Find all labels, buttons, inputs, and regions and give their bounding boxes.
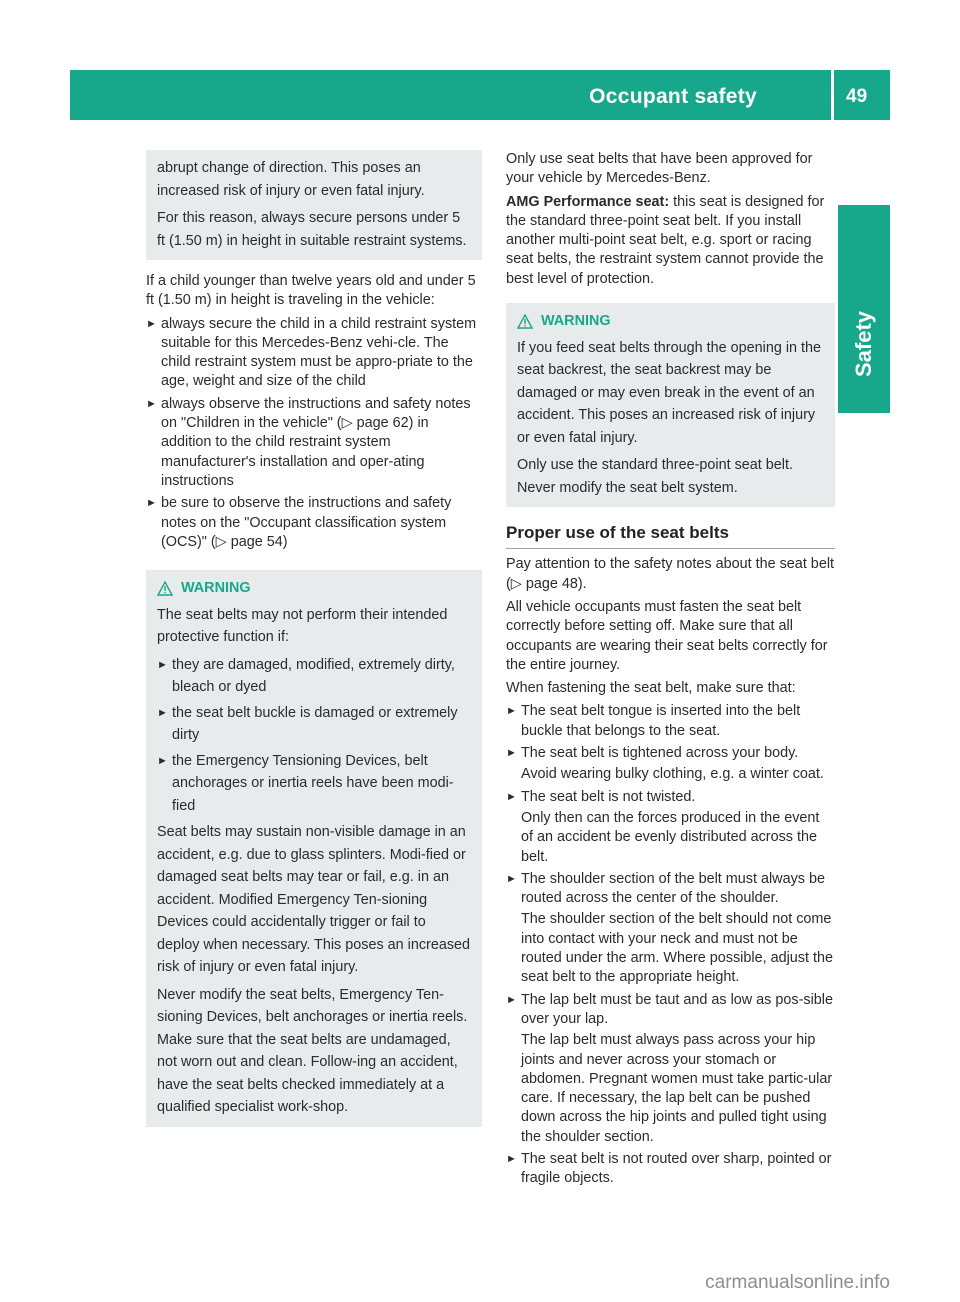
warning-list [157,654,471,818]
list-item: ► be sure to observe the instructions and safety notes on the "Occupant classification system (OCS)" (▷ page 54) [146,495,452,550]
body-paragraph: Only use seat belts that have been approved for your vehicle by Mercedes-Benz. [506,151,813,187]
body-paragraph: When fastening the seat belt, make sure that: [506,680,796,697]
warning-triangle-icon [517,314,533,329]
bullet-icon: ► [506,705,517,718]
section-heading: Proper use of the seat belts [506,523,835,549]
section-tab-label: Safety [851,310,876,377]
body-paragraph: Pay attention to the safety notes about the seat belt (▷ page 48). [506,556,835,592]
warning-text: Never modify the seat belts, Emergency Ten-sioning Devices, belt anchorages or inertia reels. Make sure that the seat belts are undamaged, not worn out and clean. Follow-ing an accident, have the seat belts checked immediately at a qualified specialist work-shop. [157,986,468,1116]
intro-paragraph: If a child younger than twelve years old and under 5 ft (1.50 m) in height is traveling in the vehicle: [146,273,476,309]
page-title: Occupant safety [589,85,757,108]
warning-title: WARNING [181,580,251,597]
warning-text: Only use the standard three-point seat belt. Never modify the seat belt system. [517,457,793,496]
amg-text: this seat is designed for the standard three-point seat belt. If you install another multi-point seat belt, e.g. sport or racing seat belts, the restraint system cannot provide the best level of protection. [506,193,825,287]
list-item: ► The shoulder section of the belt must always be routed across the center of the shoulder. The shoulder section of the belt should not come into contact with your neck and must not be routed under the arm. Where possible, adjust the seat belt to the appropriate height. [506,870,835,988]
child-safety-list [146,315,482,553]
bullet-icon: ► [506,747,517,760]
list-item: ► they are damaged, modified, extremely dirty, bleach or dyed [157,654,471,699]
warning-box [506,303,835,507]
warning-text: Seat belts may sustain non-visible damage in an accident, e.g. due to glass splinters. Modi-fied or damaged seat belts may tear or fail, e.g. in an accident. Modified Emergency Ten-sioning Devices could accidentally trigger or fail to deploy when necessary. This poses an increased risk of injury or even fatal injury. [157,824,471,976]
list-item-note: Avoid wearing bulky clothing, e.g. a winter coat. [521,766,824,783]
warning-text: If you feed seat belts through the opening in the seat backrest, the seat backrest may be damaged or may even break in the event of an accident. This poses an increased risk of injury or even fatal injury. [517,339,822,446]
amg-paragraph [506,193,835,289]
list-item: ► The seat belt is not routed over sharp, pointed or fragile objects. [506,1150,832,1187]
bullet-icon: ► [506,993,517,1006]
watermark: carmanualsonline.info [705,1272,890,1293]
left-column [146,150,482,1139]
list-item: ► The lap belt must be taut and as low as pos-sible over your lap. The lap belt must always pass across your hip joints and never across your stomach or abdomen. Pregnant women must take partic-ular care. If necessary, the lap belt can be pushed down across the hip joints and pulled tight using the shoulder section. [506,991,835,1147]
bullet-icon: ► [146,317,157,330]
list-item: ► The seat belt is tightened across your body. Avoid wearing bulky clothing, e.g. a winter coat. [506,744,835,785]
warning-box [146,570,482,1127]
list-item-note: The shoulder section of the belt should not come into contact with your neck and must not be routed under the arm. Where possible, adjust the seat belt to the appropriate height. [521,911,833,986]
warning-heading [517,310,824,333]
warning-text: abrupt change of direction. This poses an increased risk of injury or even fatal injury. [157,160,425,199]
list-item: ► The seat belt tongue is inserted into the belt buckle that belongs to the seat. [506,703,801,739]
seat-belt-checklist [506,702,835,1188]
section-tab[interactable] [838,205,890,413]
list-item: ► the Emergency Tensioning Devices, belt anchorages or inertia reels have been modi-fied [157,750,471,818]
list-item: ► always secure the child in a child restraint system suitable for this Mercedes-Benz vehi-cle. The child restraint system must be appro-priate to the age, weight and size of the child [146,315,477,390]
warning-triangle-icon [157,581,173,596]
page-number: 49 [846,86,868,107]
warning-intro: The seat belts may not perform their intended protective function if: [157,606,448,646]
warning-heading [157,577,471,600]
bullet-icon: ► [506,790,517,803]
amg-label: AMG Performance seat: [506,193,670,210]
bullet-icon: ► [506,872,517,885]
list-item: ► the seat belt buckle is damaged or extremely dirty [157,702,471,747]
bullet-icon: ► [157,754,168,767]
warning-title: WARNING [541,313,611,330]
warning-text: For this reason, always secure persons under 5 ft (1.50 m) in height in suitable restraint systems. [157,210,467,249]
bullet-icon: ► [157,706,168,719]
bullet-icon: ► [157,658,168,671]
bullet-icon: ► [146,397,157,410]
list-item: ► always observe the instructions and safety notes on "Children in the vehicle" (▷ page 62) in addition to the child restraint system manufacturer's installation and oper-ating instructions [146,395,471,489]
bullet-icon: ► [506,1152,517,1165]
list-item: ► The seat belt is not twisted. Only then can the forces produced in the event of an accident be evenly distributed across the belt. [506,788,835,867]
list-item-note: Only then can the forces produced in the event of an accident be evenly distributed across the belt. [521,809,820,865]
body-paragraph: All vehicle occupants must fasten the seat belt correctly before setting off. Make sure that all occupants are wearing their seat belts correctly for the entire journey. [506,598,828,673]
page-header [70,70,890,120]
header-divider [831,70,834,120]
warning-box-continued [146,150,482,260]
list-item-note: The lap belt must always pass across your hip joints and never across your stomach or abdomen. Pregnant women must take partic-ular care. If necessary, the lap belt can be pushed down across the hip joints and pulled tight using the shoulder section. [521,1032,833,1145]
bullet-icon: ► [146,497,157,510]
right-column [506,150,835,1193]
